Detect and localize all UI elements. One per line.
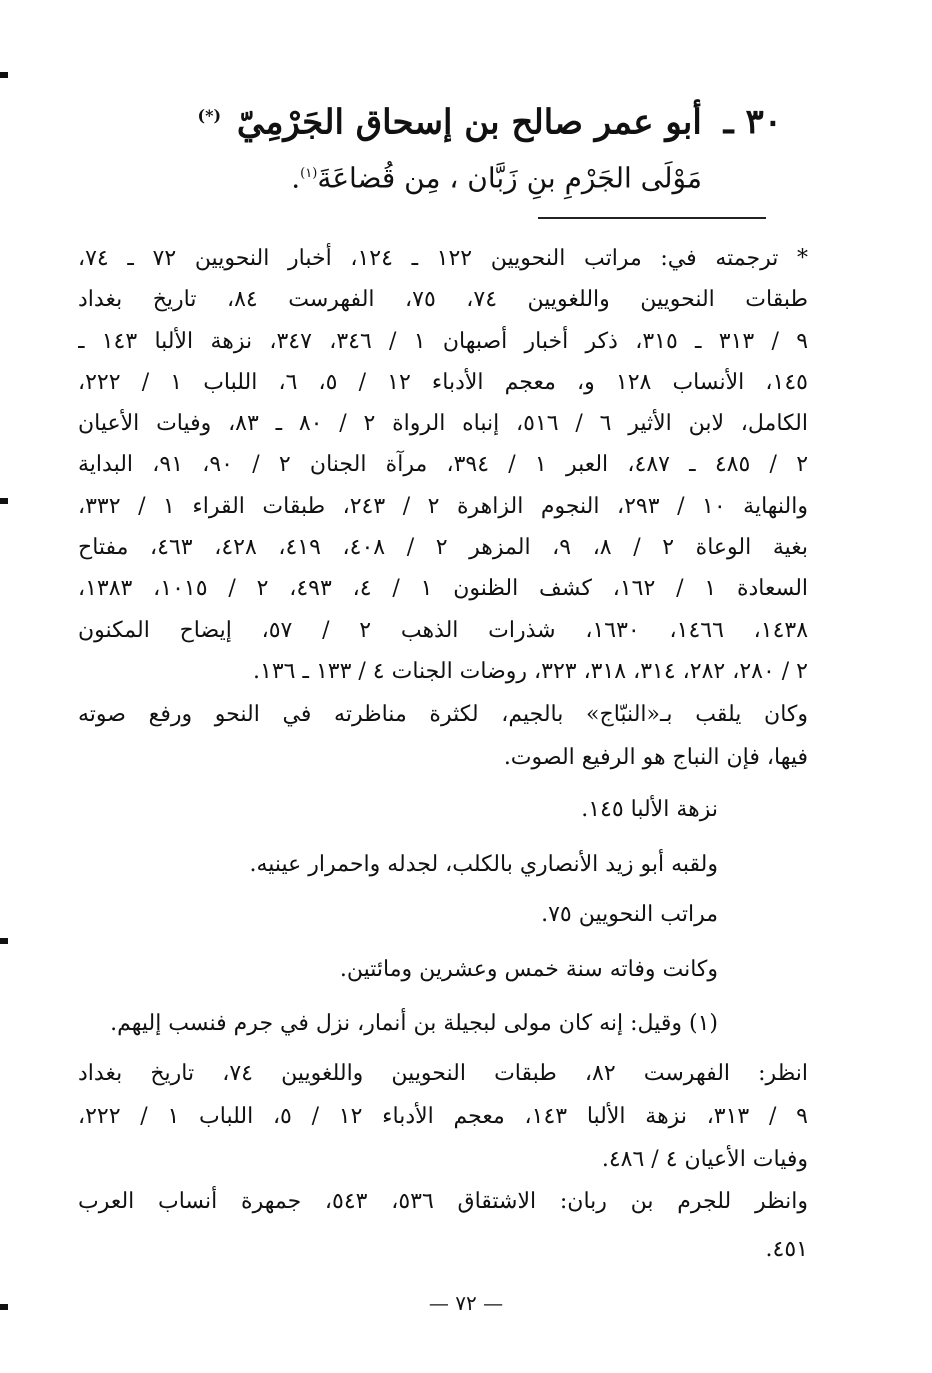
lineage-references: [78, 1178, 808, 1274]
margin-mark: [0, 938, 8, 944]
note-line: والنهاية ١٠ / ٢٩٣، النجوم الزاهرة ٢ / ٢٤٣، طبقات القراء ١ / ٣٣٢،: [78, 493, 808, 519]
note-marker: (*): [197, 106, 222, 125]
entry-heading: [132, 90, 782, 148]
note-line: الكامل، لابن الأثير ٦ / ٥١٦، إنباه الرواة ٢ / ٨٠ ـ ٨٣، وفيات الأعيان: [78, 411, 808, 437]
note-line: طبقات النحويين واللغويين ٧٤، ٧٥، الفهرست ٨٤، تاريخ بغداد: [78, 287, 808, 313]
reference-line: ٩ / ٣١٣، نزهة الألبا ١٤٣، معجم الأدباء ١٢ / ٥، اللباب ١ / ٢٢٢،: [78, 1104, 808, 1129]
source-citation: نزهة الألبا ١٤٥.: [581, 797, 718, 822]
margin-mark: [0, 498, 8, 504]
reference-line: وانظر للجرم بن ربان: الاشتقاق ٥٣٦، ٥٤٣، جمهرة أنساب العرب: [78, 1189, 808, 1214]
paragraph-line: فيها، فإن النباج هو الرفيع الصوت.: [503, 745, 808, 770]
sources-note: [78, 238, 808, 692]
entry-title: أبو عمر صالح بن إسحاق الجَرْمِيّ: [236, 102, 702, 143]
footnote-references: [78, 1052, 808, 1181]
note-line: * ترجمته في: مراتب النحويين ١٢٢ ـ ١٢٤، أخبار النحويين ٧٢ ـ ٧٤،: [78, 246, 808, 271]
note-line: ٢ / ٤٨٥ ـ ٤٨٧، العبر ١ / ٣٩٤، مرآة الجنان ٢ / ٩٠، ٩١، البداية: [78, 452, 808, 478]
second-nickname: ولقبه أبو زيد الأنصاري بالكلب، لجدله واحمرار عينيه.: [249, 852, 718, 877]
note-line: ٩ / ٣١٣ ـ ٣١٥، ذكر أخبار أصبهان ١ / ٣٤٦، ٣٤٧، نزهة الألبا ١٤٣ ـ: [78, 328, 808, 354]
reference-line: انظر: الفهرست ٨٢، طبقات النحويين واللغويين ٧٤، تاريخ بغداد: [78, 1061, 808, 1086]
page-number: — ٧٢ —: [428, 1291, 504, 1315]
note-line: ١٤٥، الأنساب ١٢٨ و، معجم الأدباء ١٢ / ٥، ٦، اللباب ١ / ٢٢٢،: [78, 369, 808, 395]
subtitle-end: .: [291, 161, 301, 195]
death-date: وكانت وفاته سنة خمس وعشرين ومائتين.: [339, 957, 718, 982]
reference-line: وفيات الأعيان ٤ / ٤٨٦.: [601, 1147, 808, 1172]
margin-mark: [0, 72, 8, 78]
entry-number: ٣٠ ـ: [723, 102, 782, 143]
subtitle-text: مَوْلَى الجَرْمِ بنِ زَبَّان ، مِن قُضاعَةَ: [317, 161, 702, 195]
note-line: ١٤٣٨، ١٤٦٦، ١٦٣٠، شذرات الذهب ٢ / ٥٧، إيضاح المكنون: [78, 617, 808, 643]
footnote-ref: (١): [300, 166, 318, 181]
separator-rule: [538, 217, 766, 219]
note-line: السعادة ١ / ١٦٢، كشف الظنون ١ / ٤، ٤٩٣، ٢ / ١٠١٥، ١٣٨٣،: [78, 576, 808, 602]
nickname-paragraph: [78, 693, 808, 779]
note-line: بغية الوعاة ٢ / ٨، ٩، المزهر ٢ / ٤٠٨، ٤١٩، ٤٢٨، ٤٦٣، مفتاح: [78, 535, 808, 561]
reference-line: ٤٥١.: [765, 1237, 808, 1262]
note-line: ٢ / ٢٨٠، ٢٨٢، ٣١٤، ٣١٨، ٣٢٣، روضات الجنات ٤ / ١٣٣ ـ ١٣٦.: [253, 658, 808, 684]
entry-subtitle: [142, 150, 702, 202]
source-citation: مراتب النحويين ٧٥.: [541, 902, 718, 927]
paragraph-line: وكان يلقب بـ«النبّاج» بالجيم، لكثرة مناظرته في النحو ورفع صوته: [78, 702, 808, 727]
footnote-text: (١) وقيل: إنه كان مولى لبجيلة بن أنمار، نزل في جرم فنسب إليهم.: [110, 1011, 718, 1036]
